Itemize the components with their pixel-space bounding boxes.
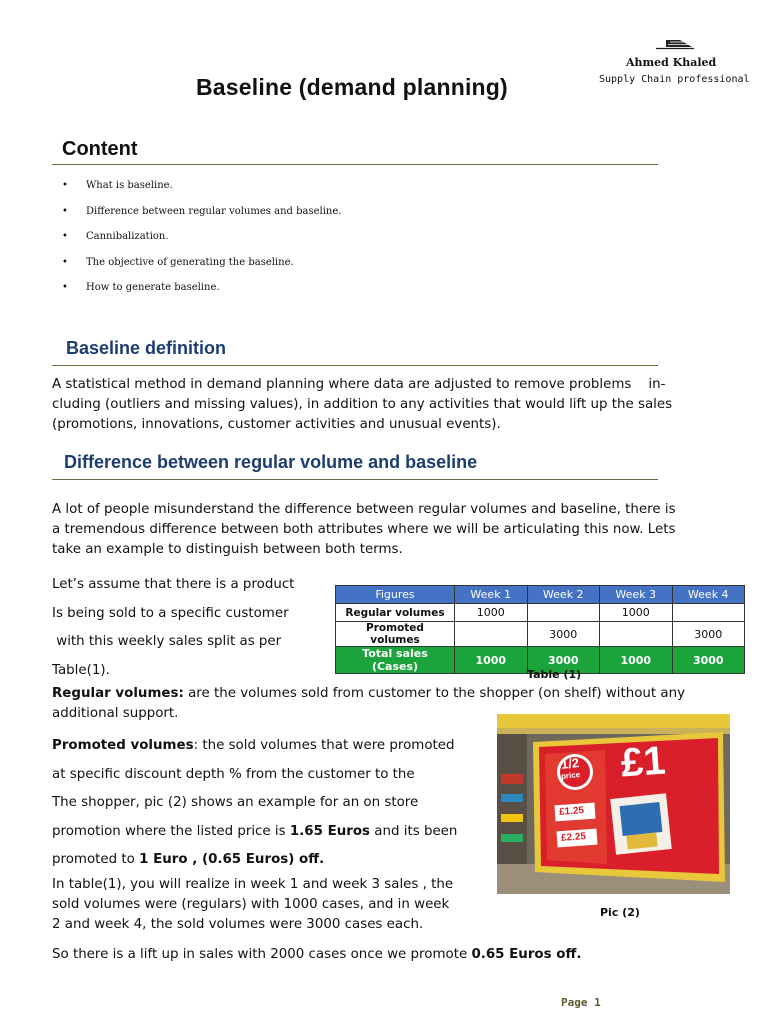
page-number: Page 1: [561, 996, 601, 1009]
difference-heading: Difference between regular volume and baseline: [64, 452, 478, 472]
list-item: • Cannibalization.: [62, 231, 169, 242]
content-list: [62, 180, 341, 308]
table-cell: 3000: [527, 647, 600, 674]
table-caption: Table (1): [527, 668, 582, 681]
definition-paragraph: A statistical method in demand planning where data are adjusted to remove problems in- cluding (outliers and missing values), in addition to any activities that would lift up the sales (promotions, innovations, customer activities and unusual events).: [52, 377, 673, 432]
content-heading: Content: [62, 138, 138, 160]
definition-heading-rule: [52, 365, 658, 366]
sign-price-2: £2.25: [560, 831, 587, 844]
difference-heading-rule: [52, 479, 658, 480]
sales-table: [335, 585, 745, 674]
promoted-volumes-paragraph: Promoted volumes: the sold volumes that were promoted at specific discount depth % from the customer to the The shopper, pic (2) shows an example for an on store promotion where the listed price is 1.65 Euros and its been promoted to 1 Euro , (0.65 Euros) off.: [52, 738, 458, 867]
promoted-volumes-label: Promoted volumes: [52, 738, 194, 753]
bullet-icon: •: [62, 231, 68, 242]
table-cell: [527, 604, 600, 622]
table-explanation-paragraph: In table(1), you will realize in week 1 and week 3 sales , the sold volumes were (regulars) with 1000 cases, and in week 2 and week 4, the sold volumes were 3000 cases each.: [52, 877, 454, 932]
list-item: • The objective of generating the baseline.: [62, 256, 294, 268]
regular-volumes-label: Regular volumes:: [52, 686, 184, 701]
definition-heading: Baseline definition: [66, 338, 227, 358]
bullet-icon: •: [62, 180, 68, 191]
difference-intro: A lot of people misunderstand the difference between regular volumes and baseline, there is a tremendous difference between both attributes where we will be articulating this now. Lets take an example to distinguish between both terms.: [52, 502, 676, 557]
table-cell: 3000: [672, 622, 745, 647]
list-item: • How to generate baseline.: [62, 282, 220, 293]
table-cell: 1000: [600, 647, 673, 674]
list-item: • What is baseline.: [62, 180, 173, 191]
sign-price-1: £1.25: [558, 805, 585, 818]
table-cell: [672, 604, 745, 622]
bullet-icon: •: [62, 205, 68, 217]
table-row: [336, 622, 745, 647]
author-logo-icon: [656, 38, 694, 50]
author-role: Supply Chain professional: [599, 74, 750, 85]
table-cell: 1000: [600, 604, 673, 622]
table-cell: 1000: [455, 604, 528, 622]
bullet-icon: •: [62, 256, 68, 268]
table-cell: [455, 622, 528, 647]
table-cell: Promoted volumes: [336, 622, 455, 647]
sign-price-text: price: [560, 770, 581, 781]
lift-sentence: So there is a lift up in sales with 2000 cases once we promote 0.65 Euros off.: [52, 947, 582, 962]
picture-caption: Pic (2): [600, 906, 640, 919]
table-cell: 3000: [527, 622, 600, 647]
table-cell: Regular volumes: [336, 604, 455, 622]
table-header-cell: Week 3: [600, 586, 673, 604]
bullet-icon: •: [62, 282, 68, 293]
table-header-cell: Week 2: [527, 586, 600, 604]
table-header-row: [336, 586, 745, 604]
sign-half-text: 1/2: [560, 755, 580, 772]
sign-big-price: £1: [619, 738, 667, 786]
regular-volumes-paragraph: Regular volumes: are the volumes sold from customer to the shopper (on shelf) without any additional support.: [52, 686, 686, 721]
list-item: • Difference between regular volumes and baseline.: [62, 205, 342, 217]
content-heading-rule: [52, 164, 658, 165]
table-header-cell: Week 4: [672, 586, 745, 604]
table-cell: Total sales (Cases): [336, 647, 455, 674]
table-cell: [600, 622, 673, 647]
assume-paragraph: Let’s assume that there is a product Is being sold to a specific customer with this weekly sales split as per Table(1).: [52, 577, 295, 678]
promotion-sign-illustration: [497, 714, 730, 894]
table-header-cell: Figures: [336, 586, 455, 604]
store-promotion-photo: [497, 714, 730, 894]
table-cell: 1000: [455, 647, 528, 674]
author-name: Ahmed Khaled: [626, 56, 717, 69]
table-cell: 3000: [672, 647, 745, 674]
table-header-cell: Week 1: [455, 586, 528, 604]
page-title: Baseline (demand planning): [196, 74, 508, 100]
table-row: [336, 604, 745, 622]
